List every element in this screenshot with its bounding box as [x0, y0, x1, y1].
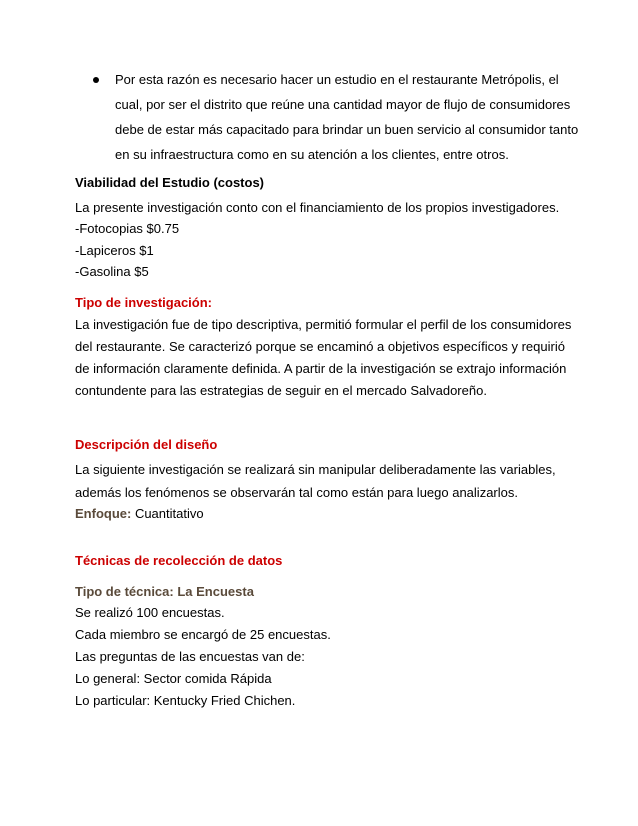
tipo-investigacion-line: La investigación fue de tipo descriptiva, permitió formular el perfil de los consumidores — [75, 317, 572, 332]
cost-item: -Fotocopias $0.75 — [75, 221, 180, 236]
viabilidad-text: La presente investigación conto con el financiamiento de los propios investigadores. — [75, 200, 560, 215]
descripcion-diseno-line: La siguiente investigación se realizará sin manipular deliberadamente las variables, — [75, 462, 556, 477]
bullet-line: Por esta razón es necesario hacer un estudio en el restaurante Metrópolis, el — [115, 72, 559, 87]
tipo-investigacion-line: de información claramente definida. A partir de la investigación se extrajo información — [75, 361, 567, 376]
tipo-investigacion-line: del restaurante. Se caracterizó porque se encaminó a objetivos específicos y requirió — [75, 339, 565, 354]
tecnicas-line: Cada miembro se encargó de 25 encuestas. — [75, 627, 331, 642]
tecnicas-line: Se realizó 100 encuestas. — [75, 605, 225, 620]
bullet-dot-icon — [93, 77, 99, 83]
cost-item: -Lapiceros $1 — [75, 243, 154, 258]
viabilidad-heading: Viabilidad del Estudio (costos) — [75, 175, 265, 190]
tecnicas-line: Lo general: Sector comida Rápida — [75, 671, 272, 686]
enfoque-value: Cuantitativo — [131, 506, 204, 521]
enfoque-line — [75, 505, 204, 523]
bullet-line: cual, por ser el distrito que reúne una cantidad mayor de flujo de consumidores — [115, 97, 571, 112]
enfoque-label: Enfoque: — [75, 506, 132, 521]
cost-item: -Gasolina $5 — [75, 264, 149, 279]
descripcion-diseno-line: además los fenómenos se observarán tal como están para luego analizarlos. — [75, 485, 518, 500]
tecnicas-heading: Técnicas de recolección de datos — [75, 553, 283, 568]
bullet-line: debe de estar más capacitado para brindar un buen servicio al consumidor tanto — [115, 122, 579, 137]
tipo-tecnica-label: Tipo de técnica: La Encuesta — [75, 584, 254, 599]
tecnicas-line: Lo particular: Kentucky Fried Chichen. — [75, 693, 296, 708]
tipo-investigacion-line: contundente para las estrategias de seguir en el mercado Salvadoreño. — [75, 383, 487, 398]
tipo-investigacion-heading: Tipo de investigación: — [75, 295, 213, 310]
descripcion-diseno-heading: Descripción del diseño — [75, 437, 218, 452]
bullet-line: en su infraestructura como en su atención a los clientes, entre otros. — [115, 147, 509, 162]
tecnicas-line: Las preguntas de las encuestas van de: — [75, 649, 305, 664]
